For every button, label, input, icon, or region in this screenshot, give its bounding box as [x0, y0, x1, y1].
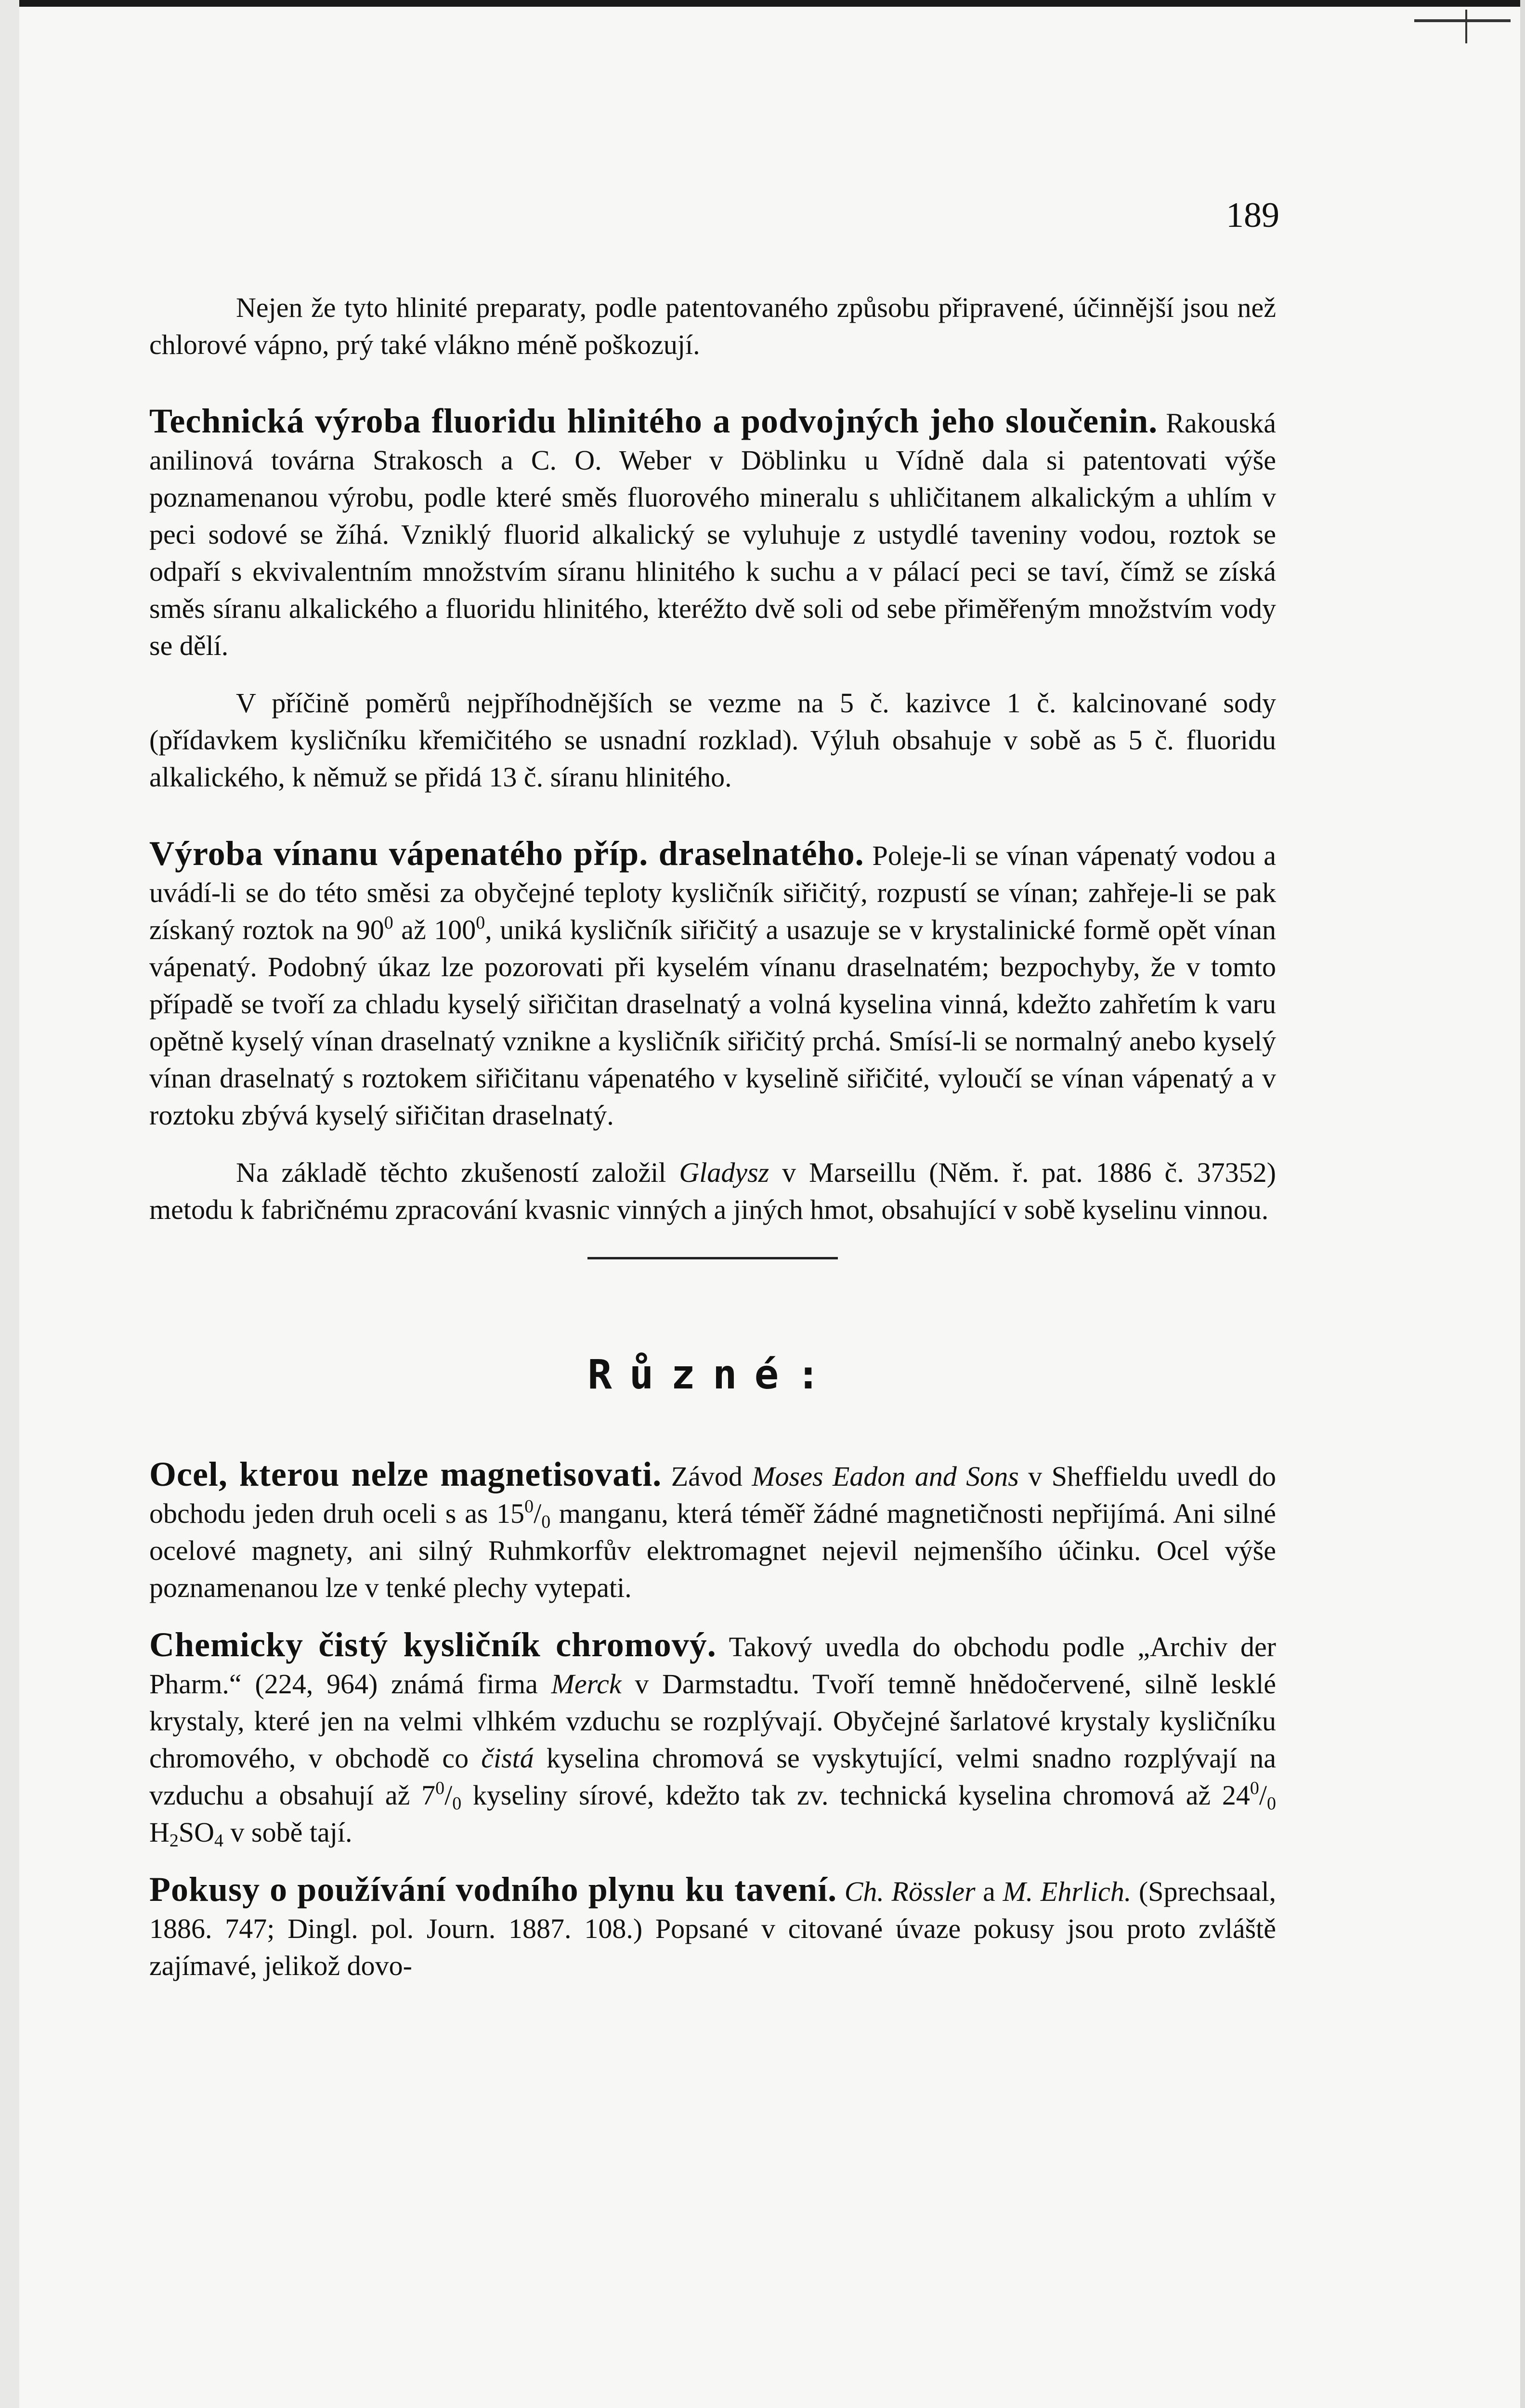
- article-text: a: [975, 1876, 1003, 1907]
- article-heading: Technická výroba fluoridu hlinitého a podvojných jeho sloučenin.: [149, 402, 1158, 440]
- section-divider: [587, 1257, 838, 1259]
- author-name: M. Ehrlich.: [1003, 1876, 1132, 1907]
- percent-slash: /: [534, 1498, 542, 1529]
- article-text: Rakouská anilinová továrna Strakosch a C. O. Weber v Döblinku u Vídně dala si patentovati výše poznamenanou výrobu, podle které směs fluorového mineralu s uhličitanem alkalickým a uhlím v peci sodové se žíhá. Vzniklý fluorid alkalický se vyluhuje z ustydlé taveniny vodou, roztok se odpaří s ekvivalentním množstvím síranu hlinitého k suchu a v pálací peci se taví, čímž se získá směs síranu alkalického a fluoridu hlinitého, kteréžto dvě soli od sebe přiměřeným množstvím vody se dělí.: [149, 407, 1276, 661]
- corner-mark: [1414, 19, 1511, 22]
- scan-edge-right: [1520, 0, 1525, 2408]
- page-body: [149, 289, 1276, 1984]
- scan-edge-left: [0, 0, 19, 2408]
- scan-edge-top: [0, 0, 1525, 7]
- degree-mark: 0: [384, 913, 393, 933]
- spacer: [149, 1134, 1276, 1154]
- spacer: [149, 796, 1276, 835]
- article-text: H: [149, 1817, 169, 1848]
- percent-sup: 0: [524, 1496, 534, 1517]
- formula-subscript: 4: [214, 1831, 224, 1851]
- article-text: SO: [178, 1817, 215, 1848]
- paragraph-text: V příčině poměrů nejpříhodnějších se vezme na 5 č. kazivce 1 č. kalcinované sody (přídavkem kysličníku křemičitého se usnadní rozklad). Výluh obsahuje v sobě as 5 č. fluoridu alkalického, k němuž se přidá 13 č. síranu hlinitého.: [149, 687, 1276, 793]
- percent-sup: 0: [435, 1778, 445, 1798]
- page-number: 189: [1226, 196, 1279, 235]
- paragraph-intro: [149, 289, 1276, 363]
- percent-sup: 0: [1250, 1778, 1259, 1798]
- article-vinan: [149, 835, 1276, 1134]
- article-text: kyseliny sírové, kdežto tak zv. technická kyselina chromová až 24: [461, 1780, 1250, 1811]
- article-text: , uniká kysličník siřičitý a usazuje se v krystalinické formě opět vínan vápenatý. Podobný úkaz lze pozorovati při kyselém vínanu draselnatém; bezpochyby, že v tomto případě se tvoří za chladu kyselý siřičitan draselnatý a volná kyselina vinná, kdežto zahřetím k varu opětně kyselý vínan draselnatý vznikne a kysličník siřičitý prchá. Smísí-li se normalný anebo kyselý vínan draselnatý s roztokem siřičitanu vápenatého v kyselině siřičité, vyloučí se vínan vápenatý a v roztoku zbývá kyselý siřičitan draselnatý.: [149, 914, 1276, 1131]
- article-text: Poleje-li se vínan vápenatý vodou a uvádí-li se do této směsi za obyčejné teploty kysličník siřičitý, rozpustí se vínan; zahřeje-li se pak získaný roztok na 90: [149, 840, 1276, 945]
- corner-tick: [1465, 10, 1467, 43]
- article-text: kyselina chromová se vyskytující, velmi snadno rozplývají na vzduchu a obsahují až 7: [149, 1742, 1276, 1811]
- article-text: v Darmstadtu. Tvoří temně hnědočervené, silně lesklé krystaly, které jen na velmi vlhkém vzduchu se rozplývají. Obyčejné šarlatové krystaly kysličníku chromového, v obchodě co: [149, 1668, 1277, 1774]
- article-heading: Výroba vínanu vápenatého příp. draselnatého.: [149, 834, 864, 873]
- spacer: [149, 1606, 1276, 1626]
- article-heading: Chemicky čistý kysličník chromový.: [149, 1625, 717, 1664]
- percent-sub: 0: [1267, 1793, 1277, 1814]
- article-text: Takový uvedla do obchodu podle „Archiv der Pharm.“ (224, 964) známá firma: [149, 1631, 1277, 1700]
- emphasis: čistá: [481, 1742, 534, 1774]
- article-chrom: [149, 1626, 1276, 1851]
- section-title: Různé:: [587, 1351, 838, 1398]
- firm-name: Moses Eadon and Sons: [752, 1461, 1019, 1492]
- paragraph-text: Na základě těchto zkušeností založil: [236, 1157, 679, 1188]
- paragraph-text: v Marseillu (Něm. ř. pat. 1886 č. 37352) metodu k fabričnému zpracování kvasnic vinných a jiných hmot, obsahující v sobě kyselinu vinnou.: [149, 1157, 1276, 1225]
- spacer: [149, 1851, 1276, 1871]
- article-text: v Sheffieldu uvedl do obchodu jeden druh oceli s as 15: [149, 1461, 1276, 1529]
- article-text: Závod: [662, 1461, 752, 1492]
- article-text: až 100: [393, 914, 476, 945]
- paragraph-gladysz: [149, 1154, 1276, 1228]
- firm-name: Merck: [551, 1668, 622, 1700]
- article-heading: Ocel, kterou nelze magnetisovati.: [149, 1455, 662, 1493]
- percent-slash: /: [1259, 1780, 1267, 1811]
- article-text: manganu, která téměř žádné magnetičnosti nepřijímá. Ani silné ocelové magnety, ani silný Ruhmkorfův elektromagnet nejevil nejmenšího účinku. Ocel výše poznamenanou lze v tenké plechy vytepati.: [149, 1498, 1276, 1603]
- author-name: Ch. Rössler: [844, 1876, 976, 1907]
- percent-sub: 0: [541, 1512, 551, 1532]
- article-plyn: [149, 1871, 1276, 1984]
- percent-slash: /: [444, 1780, 453, 1811]
- spacer: [149, 363, 1276, 403]
- article-heading: Pokusy o používání vodního plynu ku tavení.: [149, 1870, 837, 1909]
- article-text: (Sprechsaal, 1886. 747; Dingl. pol. Journ. 1887. 108.) Popsané v citované úvaze pokusy jsou proto zvláště zajímavé, jelikož dovo-: [149, 1876, 1277, 1981]
- spacer: [149, 664, 1276, 684]
- person-name: Gladysz: [679, 1157, 769, 1188]
- formula-subscript: 2: [169, 1831, 179, 1851]
- spacer: [149, 1398, 1276, 1456]
- degree-mark: 0: [476, 913, 485, 933]
- percent-sub: 0: [452, 1793, 462, 1814]
- paragraph-text: Nejen že tyto hlinité preparaty, podle patentovaného způsobu připravené, účinnější jsou než chlorové vápno, prý také vlákno méně poškozují.: [149, 292, 1276, 360]
- article-ocel: [149, 1456, 1276, 1606]
- paragraph-ratio: [149, 684, 1276, 796]
- article-fluorid: [149, 403, 1276, 664]
- article-text: v sobě tají.: [223, 1817, 352, 1848]
